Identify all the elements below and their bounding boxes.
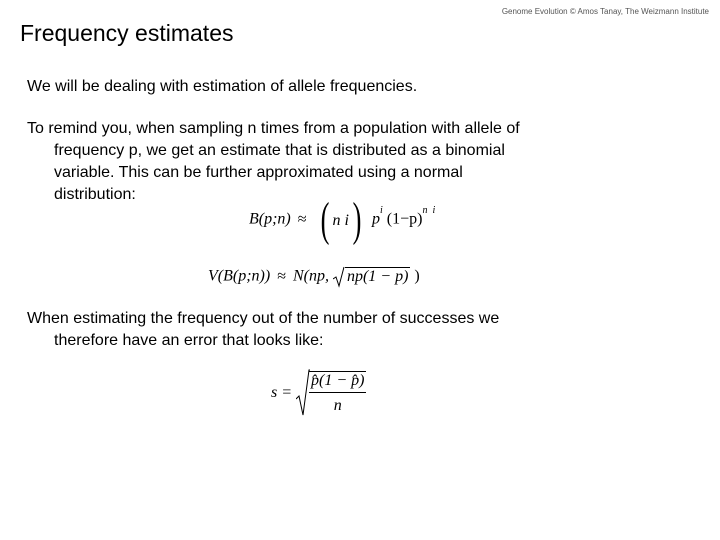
eq-term2: (1−p) (386, 210, 423, 228)
eq-rhs-end: ) (414, 267, 420, 285)
eq-approx: ≈ (297, 210, 307, 228)
equation-error (271, 369, 366, 417)
text-line: therefore have an error that looks like: (54, 332, 324, 349)
paragraph-error (27, 308, 667, 352)
slide-title: Frequency estimates (20, 20, 234, 46)
eq-lhs: B(p;n) (249, 210, 291, 228)
text-line: distribution: (54, 186, 136, 203)
fraction-denominator: n (333, 397, 342, 414)
sqrt-body: np(1 − p) (346, 267, 409, 285)
equation-binomial (249, 193, 436, 246)
text-line: When estimating the frequency out of the number of successes we (27, 310, 500, 327)
text-line: frequency p, we get an estimate that is distributed as a binomial (54, 142, 505, 159)
binom-top: n (332, 211, 341, 229)
paragraph-intro (27, 76, 667, 98)
slide-credit: Genome Evolution © Amos Tanay, The Weizmann Institute (501, 7, 709, 16)
sqrt (333, 266, 410, 288)
eq-term1-exp: i (379, 205, 383, 217)
eq-term1: p (371, 210, 380, 228)
text-line: We will be dealing with estimation of allele frequencies. (27, 78, 418, 95)
eq-lhs: s = (271, 384, 293, 401)
sqrt-icon (333, 266, 345, 288)
text-line: variable. This can be further approximated using a normal (54, 164, 463, 181)
paragraph-binomial (27, 118, 667, 206)
fraction-numerator: p̂(1 − p̂) (309, 372, 366, 393)
fraction (309, 371, 366, 415)
eq-approx: ≈ (277, 267, 286, 285)
eq-lhs: V(B(p;n)) (208, 267, 271, 285)
sqrt-icon (296, 369, 310, 417)
binom-bottom: i (344, 211, 349, 229)
text-line: To remind you, when sampling n times from a population with allele of (27, 120, 520, 137)
equation-normal (208, 266, 420, 288)
binomial-coefficient: ( n i) (320, 193, 362, 246)
eq-rhs-start: N(np, (292, 267, 329, 285)
eq-term2-exp: n i (422, 205, 436, 217)
